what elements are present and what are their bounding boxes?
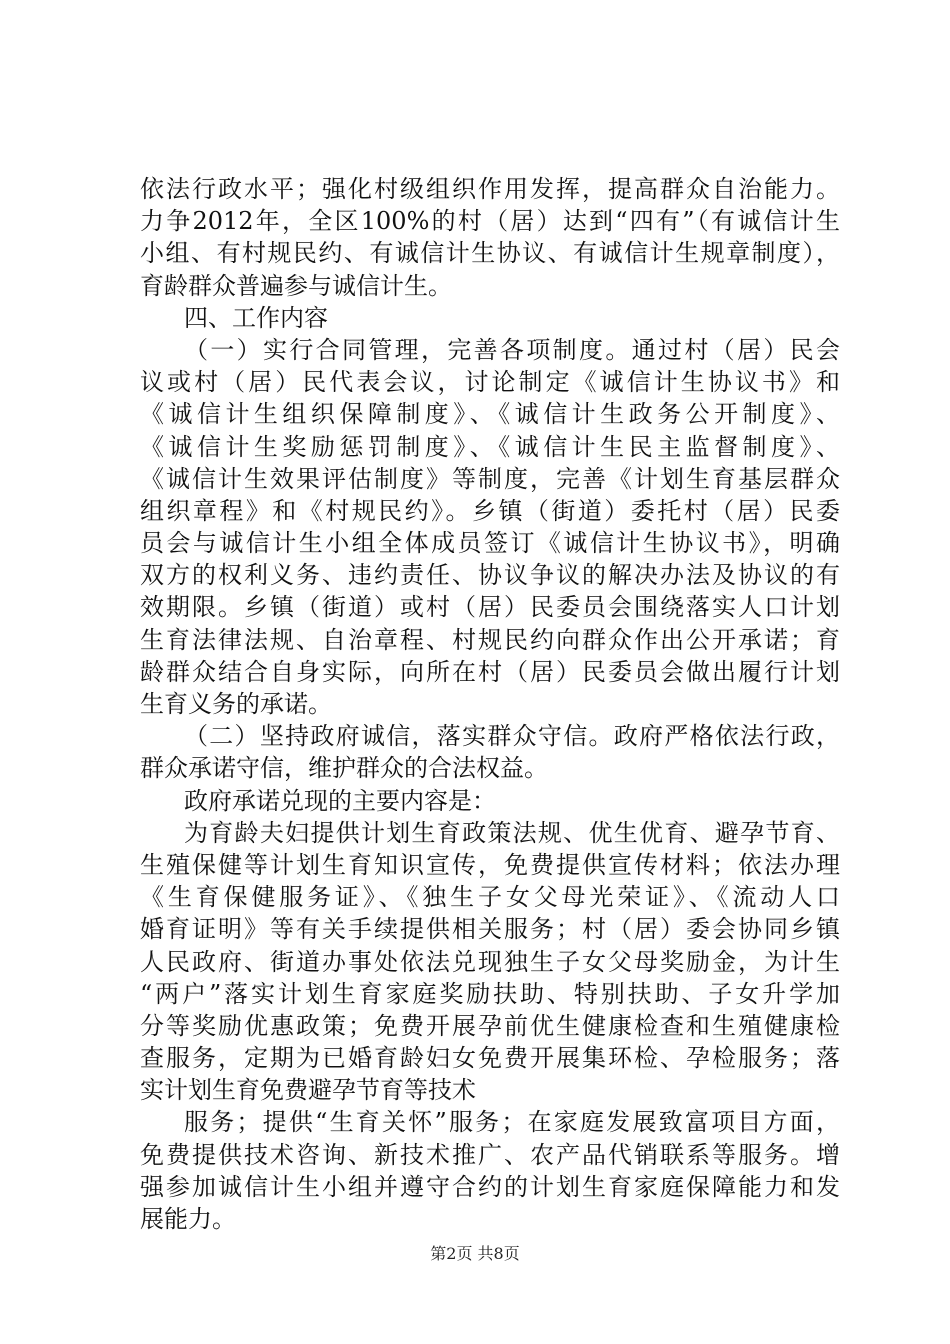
text-line: 生育法律法规、自治章程、村规民约向群众作出公开承诺；育 (140, 625, 840, 654)
text-line: 实计划生育免费避孕节育等技术 (140, 1076, 476, 1105)
text-line: 龄群众结合自身实际，向所在村（居）民委员会做出履行计划 (140, 657, 840, 686)
text-line: 组织章程》和《村规民约》。乡镇（街道）委托村（居）民委 (140, 496, 840, 525)
text-line: 双方的权利义务、违约责任、协议争议的解决办法及协议的有 (140, 561, 840, 590)
text-line: 为育龄夫妇提供计划生育政策法规、优生优育、避孕节育、 (184, 818, 840, 847)
text-line: 生殖保健等计划生育知识宣传，免费提供宣传材料；依法办理 (140, 850, 840, 879)
text-line: 《生育保健服务证》、《独生子女父母光荣证》、《流动人口 (140, 883, 840, 912)
text-line: 免费提供技术咨询、新技术推广、农产品代销联系等服务。增 (140, 1140, 840, 1169)
text-line: （一）实行合同管理，完善各项制度。通过村（居）民会 (184, 335, 840, 364)
document-body (140, 173, 840, 1235)
text-line: 生育义务的承诺。 (140, 690, 332, 718)
text-line: 力争2012年，全区100%的村（居）达到“四有”（有诚信计生 (140, 207, 840, 236)
text-line: 强参加诚信计生小组并遵守合约的计划生育家庭保障能力和发 (140, 1172, 840, 1201)
text-line: 查服务，定期为已婚育龄妇女免费开展集环检、孕检服务；落 (140, 1044, 840, 1073)
text-line: 育龄群众普遍参与诚信计生。 (140, 271, 452, 300)
text-line: 《诚信计生效果评估制度》等制度，完善《计划生育基层群众 (140, 464, 840, 493)
text-line: 政府承诺兑现的主要内容是： (184, 786, 496, 815)
text-line: 《诚信计生奖励惩罚制度》、《诚信计生民主监督制度》、 (140, 432, 840, 461)
text-line: 婚育证明》等有关手续提供相关服务；村（居）委会协同乡镇 (140, 915, 840, 944)
page-footer: 第2页 共8页 (430, 1244, 520, 1263)
text-line: 展能力。 (140, 1205, 236, 1233)
text-line: 群众承诺守信，维护群众的合法权益。 (140, 754, 548, 783)
text-line: 人民政府、街道办事处依法兑现独生子女父母奖励金，为计生 (140, 947, 840, 976)
text-line: 四、工作内容 (184, 303, 328, 332)
text-line: 《诚信计生组织保障制度》、《诚信计生政务公开制度》、 (140, 400, 840, 429)
text-line: 效期限。乡镇（街道）或村（居）民委员会围绕落实人口计划 (140, 593, 840, 622)
text-line: 分等奖励优惠政策；免费开展孕前优生健康检查和生殖健康检 (140, 1011, 840, 1040)
text-line: 服务；提供“生育关怀”服务；在家庭发展致富项目方面， (184, 1108, 840, 1137)
text-line: 依法行政水平；强化村级组织作用发挥，提高群众自治能力。 (140, 175, 840, 203)
text-line: 小组、有村规民约、有诚信计生协议、有诚信计生规章制度）， (140, 239, 840, 268)
text-line: 员会与诚信计生小组全体成员签订《诚信计生协议书》，明确 (140, 529, 840, 558)
text-line: （二）坚持政府诚信，落实群众守信。政府严格依法行政， (184, 722, 840, 751)
text-line: “两户”落实计划生育家庭奖励扶助、特别扶助、子女升学加 (140, 979, 840, 1008)
text-line: 议或村（居）民代表会议，讨论制定《诚信计生协议书》和 (140, 368, 840, 397)
